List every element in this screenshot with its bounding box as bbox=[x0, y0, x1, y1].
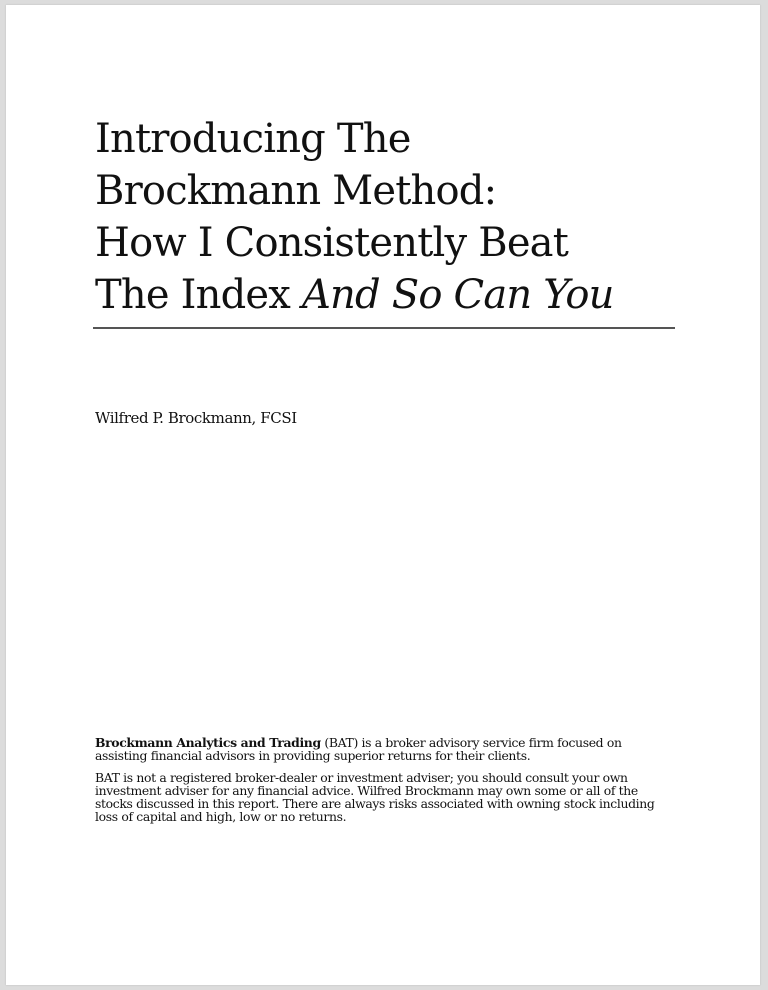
title-line-4-regular: The Index bbox=[95, 272, 302, 318]
title-divider bbox=[93, 327, 675, 329]
title-line-4-italic: And So Can You bbox=[301, 272, 614, 318]
disclaimer-paragraph-2: BAT is not a registered broker-dealer or investment adviser; you should consult your own investment adviser for any financial advice. Wilfred Brockmann may own some or all of the stocks discussed in this report. There are always risks associated with owning stock including loss of capital and high, low or no returns. bbox=[95, 770, 655, 824]
disclaimer-paragraph-1 bbox=[95, 736, 675, 762]
author-byline: Wilfred P. Brockmann, FCSI bbox=[95, 409, 297, 427]
company-name: Brockmann Analytics and Trading bbox=[95, 735, 321, 750]
title-line-1: Introducing The bbox=[95, 116, 411, 162]
title-line-3: How I Consistently Beat bbox=[95, 220, 569, 266]
title-line-2: Brockmann Method: bbox=[95, 168, 497, 214]
company-description: (BAT) is a broker advisory service firm focused on assisting financial advisors in providing superior returns for their clients. bbox=[95, 735, 622, 763]
document-page bbox=[6, 5, 760, 985]
page-title bbox=[95, 113, 695, 321]
disclaimer-block bbox=[95, 736, 675, 832]
title-line-4 bbox=[95, 269, 695, 321]
